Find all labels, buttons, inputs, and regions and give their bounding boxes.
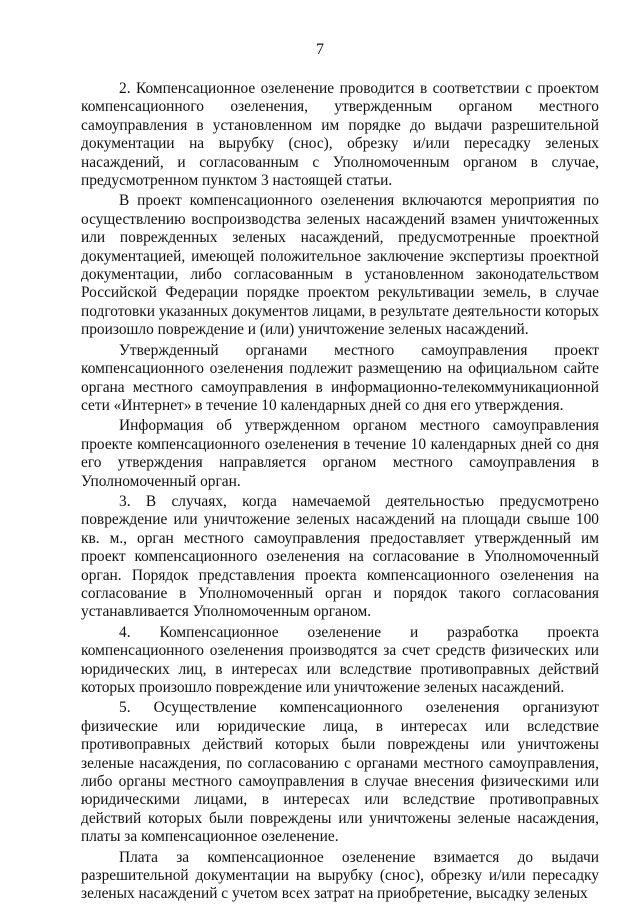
document-body: [81, 80, 599, 904]
paragraph-project-contents: В проект компенсационного озеленения включаются мероприятия по осуществлению воспроизводства зеленых насаждений взамен уничтоженных или поврежденных зеленых насаждений, предусмотренные проектной документацией, имеющей положительное заключение экспертизы проектной документации, либо согласованным в установленном законодательством Российской Федерации порядке проектом рекультивации земель, в случае подготовки указанных документов лицами, в результате деятельности которых произошло повреждение и (или) уничтожение зеленых насаждений.: [81, 192, 599, 339]
paragraph-item-5: 5. Осуществление компенсационного озеленения организуют физические или юридические лица, в интересах или вследствие противоправных действий которых были повреждены или уничтожены зеленые насаждения, по согласованию с органами местного самоуправления, либо органы местного самоуправления в случае внесения физическими или юридическими лицами, в интересах или вследствие противоправных действий которых были повреждены или уничтожены зеленые насаждения, платы за компенсационное озеленение.: [81, 699, 599, 846]
paragraph-compensation-fee: Плата за компенсационное озеленение взимается до выдачи разрешительной документации на вырубку (снос), обрезку и/или пересадку зеленых насаждений с учетом всех затрат на приобретение, высадку зеленых: [81, 848, 599, 903]
paragraph-item-3: 3. В случаях, когда намечаемой деятельностью предусмотрено повреждение или уничтожение зеленых насаждений на площади свыше 100 кв. м., орган местного самоуправления предоставляет утвержденный им проект компенсационного озеленения на согласование в Уполномоченный орган. Порядок представления проекта компенсационного озеленения на согласование в Уполномоченный орган и порядок такого согласования устанавливается Уполномоченным органом.: [81, 492, 599, 621]
page-number: 7: [316, 41, 324, 58]
paragraph-project-publication: Утвержденный органами местного самоуправления проект компенсационного озеленения подлежит размещению на официальном сайте органа местного самоуправления в информационно-телекоммуникационной сети «Интернет» в течение 10 календарных дней со дня его утверждения.: [81, 341, 599, 414]
paragraph-project-notification: Информация об утвержденном органом местного самоуправления проекте компенсационного озеленения в течение 10 календарных дней со дня его утверждения направляется органом местного самоуправления в Уполномоченный орган.: [81, 417, 599, 490]
paragraph-item-2: 2. Компенсационное озеленение проводится в соответствии с проектом компенсационного озеленения, утвержденным органом местного самоуправления в установленном им порядке до выдачи разрешительной документации на вырубку (снос), обрезку и/или пересадку зеленых насаждений, и согласованным с Уполномоченным органом в случае, предусмотренном пунктом 3 настоящей статьи.: [81, 80, 599, 190]
paragraph-item-4: 4. Компенсационное озеленение и разработка проекта компенсационного озеленения производятся за счет средств физических или юридических лиц, в интересах или вследствие противоправных действий которых произошло повреждение или уничтожение зеленых насаждений.: [81, 623, 599, 696]
